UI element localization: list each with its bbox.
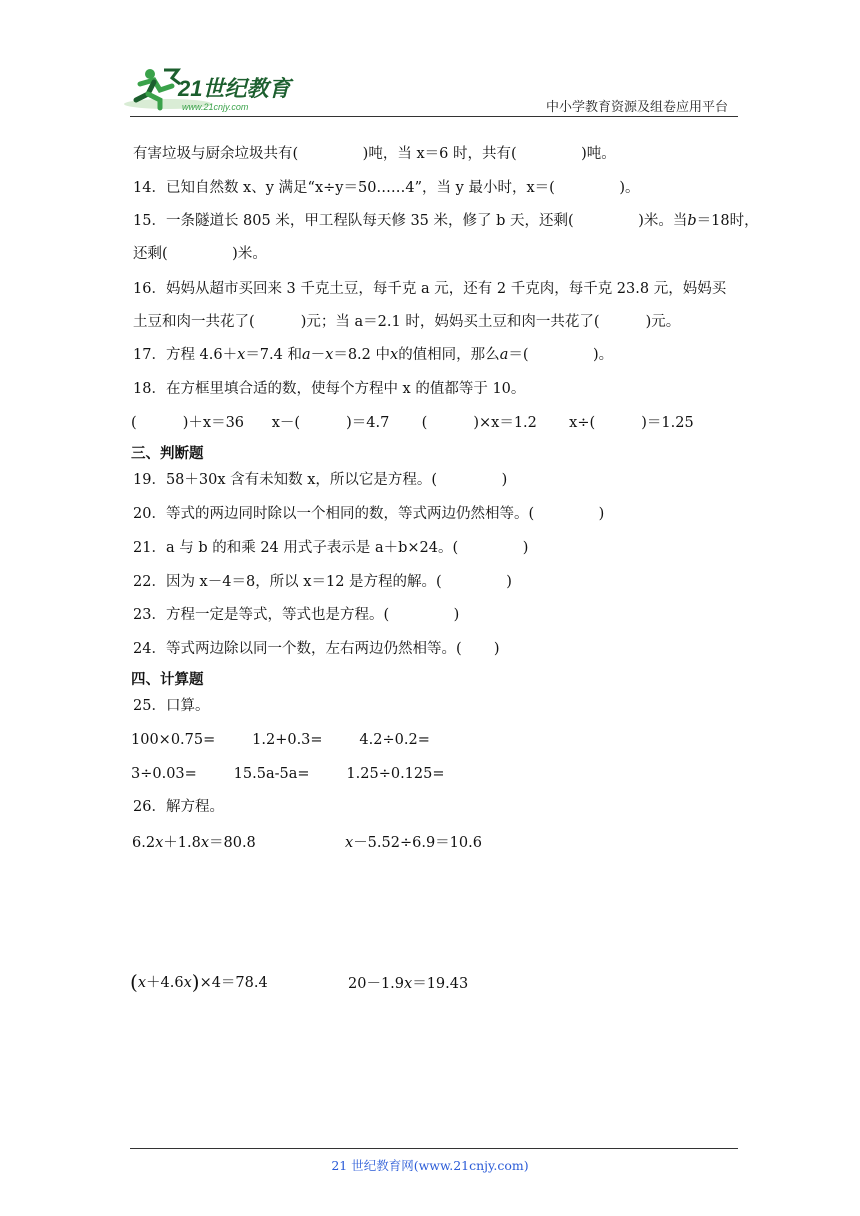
variable-x: x: [404, 976, 413, 992]
variable-x: x: [237, 347, 246, 363]
logo-title: 21世纪教育: [178, 76, 291, 101]
question-26: 26．解方程。: [133, 799, 224, 815]
question-22: 22．因为 x－4＝8，所以 x＝12 是方程的解。( ): [133, 574, 512, 590]
eq-part: ＋4.6: [146, 975, 184, 991]
question-13-continued: 有害垃圾与厨余垃圾共有( )吨，当 x＝6 时，共有( )吨。: [133, 146, 616, 162]
footer-divider: [130, 1148, 738, 1149]
eq-part: ＋1.8: [163, 835, 201, 851]
variable-x: x: [325, 347, 334, 363]
platform-name: 中小学教育资源及组卷应用平台: [545, 100, 728, 115]
q17-part: 17．方程 4.6＋: [133, 347, 238, 363]
close-paren: ): [191, 970, 200, 994]
variable-x: x: [200, 835, 209, 851]
eq-part: ×4＝78.4: [199, 975, 268, 991]
section-title-calculation: 四、计算题: [131, 672, 204, 688]
question-19: 19．58＋30x 含有未知数 x，所以它是方程。( ): [133, 472, 508, 488]
q17-part: ＝7.4 和: [245, 347, 302, 363]
variable-b: b: [687, 213, 697, 229]
eq-part: ＝19.43: [412, 976, 469, 992]
logo-url: www.21cnjy.com: [182, 102, 249, 112]
question-25: 25．口算。: [133, 698, 210, 714]
variable-x: x: [183, 975, 192, 991]
open-paren: (: [130, 970, 138, 994]
mental-math-row-2: 3÷0.03= 15.5a-5a= 1.25÷0.125=: [131, 766, 445, 782]
question-21: 21．a 与 b 的和乘 24 用式子表示是 a＋b×24。( ): [133, 540, 529, 556]
question-15-text: 15．一条隧道长 805 米，甲工程队每天修 35 米，修了 b 天，还剩( )米。当: [133, 213, 688, 229]
eq-part: 20－1.9: [348, 976, 405, 992]
question-15-tail: ＝18时，: [696, 213, 759, 229]
question-23: 23．方程一定是等式，等式也是方程。( ): [133, 607, 460, 623]
mental-math-row-1: 100×0.75= 1.2+0.3= 4.2÷0.2=: [131, 732, 430, 748]
q17-part: ＝8.2 中: [333, 347, 390, 363]
runner-logo-icon: [120, 66, 300, 114]
question-17: [133, 346, 613, 364]
question-18-blanks: ( )＋x＝36 x－( )＝4.7 ( )×x＝1.2 x÷( )＝1.25: [131, 415, 694, 431]
equation-1: [132, 831, 256, 852]
variable-x: x: [155, 835, 164, 851]
variable-x: x: [137, 975, 146, 991]
question-16-line1: 16．妈妈从超市买回来 3 千克土豆，每千克 a 元，还有 2 千克肉，每千克 23.8 元，妈妈买: [133, 281, 727, 297]
question-24: 24．等式两边除以同一个数，左右两边仍然相等。( ): [133, 641, 500, 657]
variable-x: x: [390, 347, 399, 363]
eq-part: －5.52÷6.9＝10.6: [353, 835, 482, 851]
question-15-line2: 还剩( )米。: [133, 246, 267, 262]
equation-3: [130, 970, 268, 994]
variable-x: x: [345, 835, 354, 851]
header-divider: [130, 116, 738, 117]
variable-a: a: [301, 347, 311, 363]
variable-a: a: [499, 347, 509, 363]
eq-part: ＝80.8: [209, 835, 256, 851]
q17-part: ＝( )。: [508, 347, 614, 363]
section-title-judgment: 三、判断题: [131, 446, 204, 462]
q17-part: 的值相同，那么: [398, 347, 500, 363]
question-14: 14．已知自然数 x、y 满足“x÷y＝50……4”，当 y 最小时，x＝( )。: [133, 180, 640, 196]
equation-4: [348, 972, 468, 993]
question-15-line1: [133, 212, 759, 230]
question-16-line2: 土豆和肉一共花了( )元；当 a＝2.1 时，妈妈买土豆和肉一共花了( )元。: [133, 314, 681, 330]
equation-2: [345, 831, 482, 852]
footer-link[interactable]: 21 世纪教育网(www.21cnjy.com): [331, 1158, 529, 1173]
question-18: 18．在方框里填合适的数，使每个方程中 x 的值都等于 10。: [133, 381, 526, 397]
question-20: 20．等式的两边同时除以一个相同的数，等式两边仍然相等。( ): [133, 506, 605, 522]
site-logo: [120, 66, 300, 114]
q17-part: －: [310, 347, 326, 363]
eq-part: 6.2: [132, 835, 156, 851]
